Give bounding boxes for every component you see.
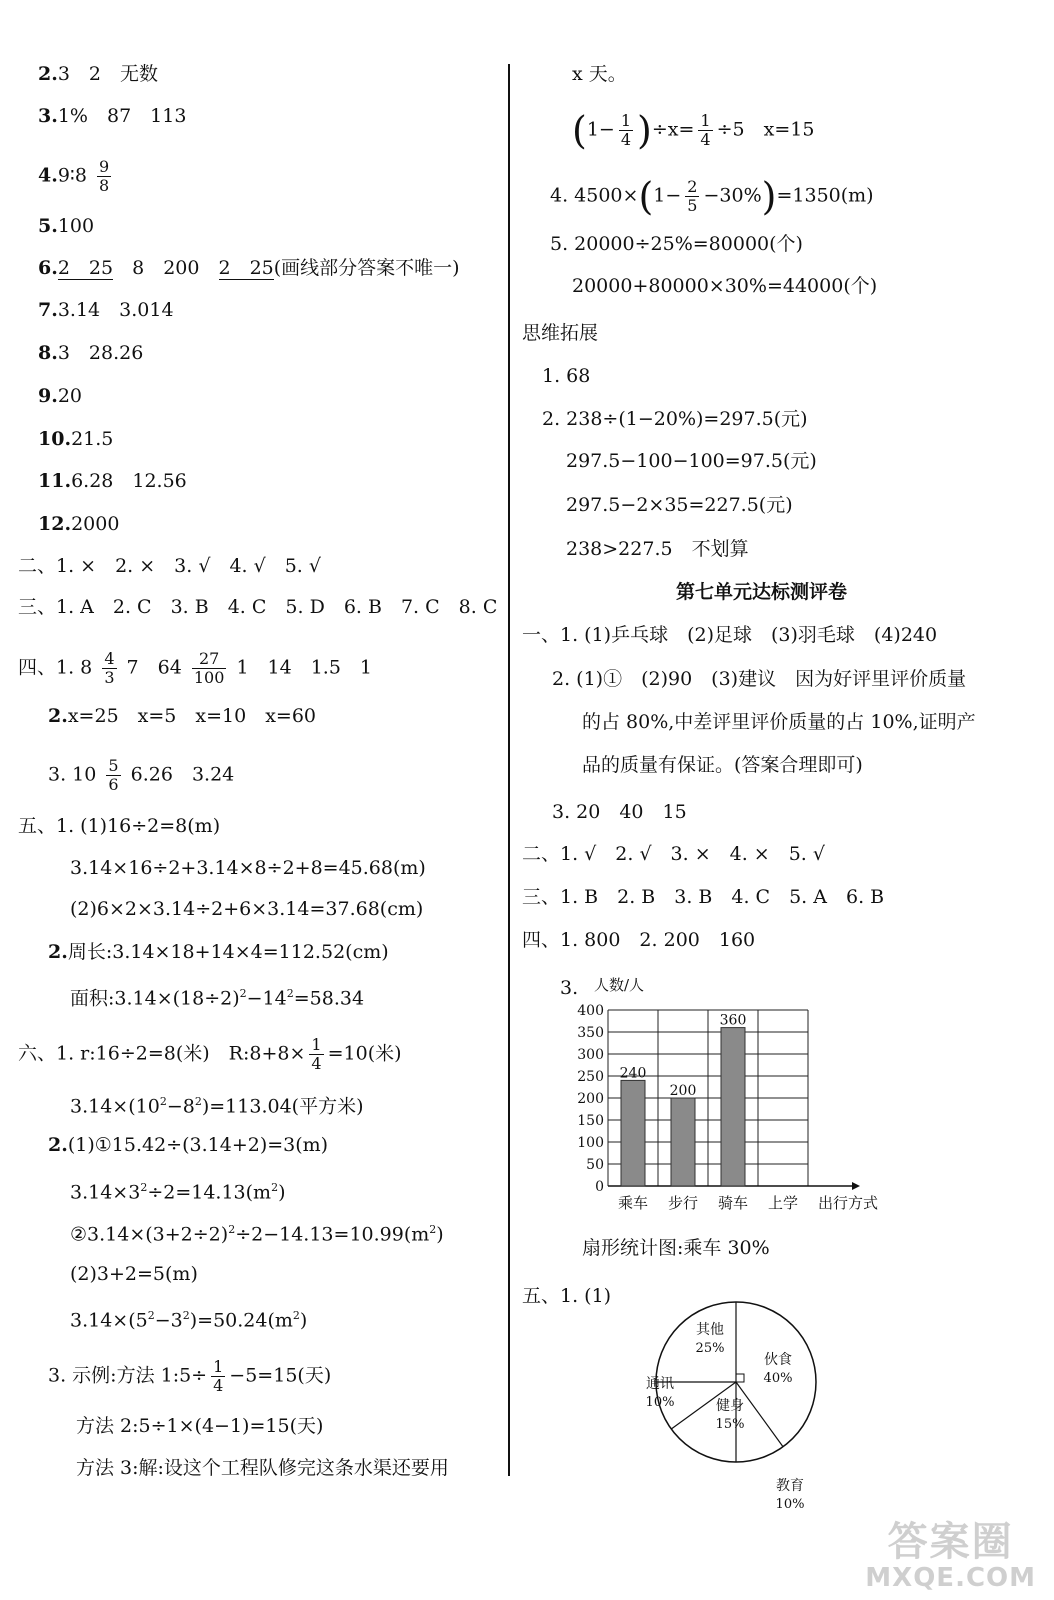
answer-line: 10.21.5 <box>38 428 114 450</box>
answer-line: 二、1. × 2. × 3. √ 4. √ 5. √ <box>18 555 321 577</box>
answer-line: 2.(1)①15.42÷(3.14+2)=3(m) <box>48 1134 329 1156</box>
pie-slice-name: 健身 <box>716 1398 744 1414</box>
y-axis-label: 人数/人 <box>594 976 645 994</box>
answer-line: 20000+80000×30%=44000(个) <box>572 275 878 297</box>
answer-line: 2.周长:3.14×18+14×4=112.52(cm) <box>48 941 389 963</box>
answer-line: (2)3+2=5(m) <box>70 1263 198 1285</box>
answer-line: 4.9∶8 $\frac{9}{8}$ <box>38 157 110 195</box>
answer-line: 9.20 <box>38 385 83 407</box>
y-tick-label: 0 <box>595 1179 604 1195</box>
answer-line: 五、1. (1) <box>522 1285 612 1307</box>
answer-line: 五、1. (1)16÷2=8(m) <box>18 815 221 837</box>
y-tick-label: 100 <box>577 1135 604 1151</box>
section-heading: 思维拓展 <box>522 322 599 344</box>
answer-line: 方法 2:5÷1×(4−1)=15(天) <box>76 1415 324 1437</box>
pie-chart <box>600 1288 840 1512</box>
x-tick-label: 骑车 <box>717 1194 749 1212</box>
answer-line: 三、1. A 2. C 3. B 4. C 5. D 6. B 7. C 8. C <box>18 596 498 618</box>
fraction: $\frac{1}{4}$ <box>700 111 711 149</box>
answer-line: 238>227.5 不划算 <box>566 538 749 560</box>
fraction: $\frac{1}{4}$ <box>311 1035 322 1073</box>
answer-line: $3.14\times(10^2-8^2)=113.04$(平方米) <box>70 1095 364 1118</box>
answer-line: 297.5−2×35=227.5(元) <box>566 494 793 516</box>
y-tick-label: 350 <box>577 1025 604 1041</box>
answer-line: 2. (1)① (2)90 (3)建议 因为好评里评价质量 <box>552 668 967 690</box>
answer-line: 297.5−100−100=97.5(元) <box>566 450 817 472</box>
answer-line: 3. 20 40 15 <box>552 801 687 823</box>
bar-chart <box>560 970 900 1220</box>
answer-line: 四、1. 8 $\frac{4}{3}$ 7 64 $\frac{27}{100}$ 1 14 1.5 1 <box>18 649 373 687</box>
y-tick-label: 300 <box>577 1047 604 1063</box>
answer-line: 2. 238÷(1−20%)=297.5(元) <box>542 408 808 430</box>
answer-line: 2.3 2 无数 <box>38 63 159 85</box>
answer-line: 3. 示例:方法 1:5÷ $\frac{1}{4}$ −5=15(天) <box>48 1357 332 1395</box>
y-tick-label: 50 <box>586 1157 604 1173</box>
answer-line: 7.3.14̇ 3.014 <box>38 299 174 321</box>
answer-line: 的占 80%,中差评里评价质量的占 10%,证明产 <box>582 711 976 733</box>
answer-line: 5.100 <box>38 215 95 237</box>
answer-line: 2.x=25 x=5 x=10 x=60 <box>48 705 317 727</box>
pie-slice-percent: 25% <box>695 1341 725 1356</box>
watermark: 答案圈 MXQE.COM <box>865 1519 1036 1593</box>
answer-line: 6.2 25 8 200 2 25(画线部分答案不唯一) <box>38 257 460 279</box>
answer-line: 1. 68 <box>542 365 591 387</box>
x-tick-label: 步行 <box>667 1194 699 1212</box>
pie-slice-name: 教育 <box>776 1478 804 1494</box>
answer-line: x 天。 <box>572 63 627 85</box>
answer-line: 扇形统计图:乘车 30% <box>582 1237 770 1259</box>
x-axis-label: 出行方式 <box>818 1194 879 1212</box>
bar-value-label: 200 <box>669 1083 697 1099</box>
fraction: $\frac{4}{3}$ <box>104 649 115 687</box>
bar <box>721 1028 745 1186</box>
column-divider <box>508 64 510 1476</box>
answer-line: 面积$:3.14\times(18\div 2)^2-14^2=58.34$ <box>70 987 365 1010</box>
answer-line: 3.14×16÷2+3.14×8÷2+8=45.68(m) <box>70 857 426 879</box>
answer-line: (1− $\frac{1}{4}$ )÷x= $\frac{1}{4}$ ÷5 x=15 <box>572 108 815 153</box>
answer-line: $3.14\times 3^2\div 2=14.13(m^2)$ <box>70 1181 286 1204</box>
answer-line: 六、1. r:16÷2=8(米) R:8+8× $\frac{1}{4}$ =10(米) <box>18 1035 402 1073</box>
y-tick-label: 200 <box>577 1091 604 1107</box>
answer-line: $3.14\times(5^2-3^2)=50.24(m^2)$ <box>70 1309 308 1332</box>
fraction: $\frac{5}{6}$ <box>108 756 119 794</box>
answer-line: 12.2000 <box>38 513 120 535</box>
answer-line: 三、1. B 2. B 3. B 4. C 5. A 6. B <box>522 886 885 908</box>
pie-slice-percent: 10% <box>775 1497 805 1512</box>
bar-value-label: 240 <box>619 1065 647 1082</box>
answer-line: (2)6×2×3.14÷2+6×3.14=37.68(cm) <box>70 898 424 920</box>
x-tick-label: 上学 <box>767 1194 799 1212</box>
fraction: $\frac{27}{100}$ <box>193 649 225 687</box>
pie-slice-name: 通讯 <box>646 1376 674 1392</box>
answer-line: 品的质量有保证。(答案合理即可) <box>582 754 863 776</box>
answer-line: $②3.14\times(3+2\div 2)^2\div 2-14.13=10.99(m^2)$ <box>70 1223 444 1246</box>
pie-slice-percent: 40% <box>763 1371 793 1386</box>
answer-line: 3. <box>560 977 579 999</box>
y-tick-label: 150 <box>577 1113 604 1129</box>
pie-slice-percent: 15% <box>715 1417 745 1432</box>
answer-line: 3. 10 $\frac{5}{6}$ 6.26 3.24 <box>48 756 235 794</box>
answer-line: 方法 3:解:设这个工程队修完这条水渠还要用 <box>76 1457 449 1479</box>
answer-line: 一、1. (1)乒乓球 (2)足球 (3)羽毛球 (4)240 <box>522 624 938 646</box>
answer-line: 二、1. √ 2. √ 3. × 4. × 5. √ <box>522 843 825 865</box>
y-tick-label: 400 <box>577 1003 604 1019</box>
answer-line: 5. 20000÷25%=80000(个) <box>550 233 803 255</box>
answer-line: 3.1% 87 113 <box>38 105 187 127</box>
fraction: $\frac{2}{5}$ <box>687 177 698 215</box>
answer-line: 11.6.28 12.56 <box>38 470 187 492</box>
pie-slice-name: 其他 <box>696 1322 724 1338</box>
fraction: $\frac{9}{8}$ <box>99 157 110 195</box>
pie-slice-percent: 10% <box>645 1395 675 1410</box>
answer-line: 8.3 28.26 <box>38 342 144 364</box>
bar-value-label: 360 <box>719 1012 747 1029</box>
x-tick-label: 乘车 <box>617 1194 649 1212</box>
answer-line: 四、1. 800 2. 200 160 <box>522 929 756 951</box>
fraction: $\frac{1}{4}$ <box>213 1357 224 1395</box>
bar <box>671 1098 695 1186</box>
pie-slice-name: 伙食 <box>764 1352 792 1368</box>
section-title: 第七单元达标测评卷 <box>676 581 848 603</box>
x-axis-arrow <box>852 1182 860 1190</box>
y-tick-label: 250 <box>577 1069 604 1085</box>
fraction: $\frac{1}{4}$ <box>620 111 632 149</box>
bar <box>621 1080 645 1186</box>
answer-line: 4. 4500×(1− $\frac{2}{5}$ −30%)=1350(m) <box>550 174 874 219</box>
